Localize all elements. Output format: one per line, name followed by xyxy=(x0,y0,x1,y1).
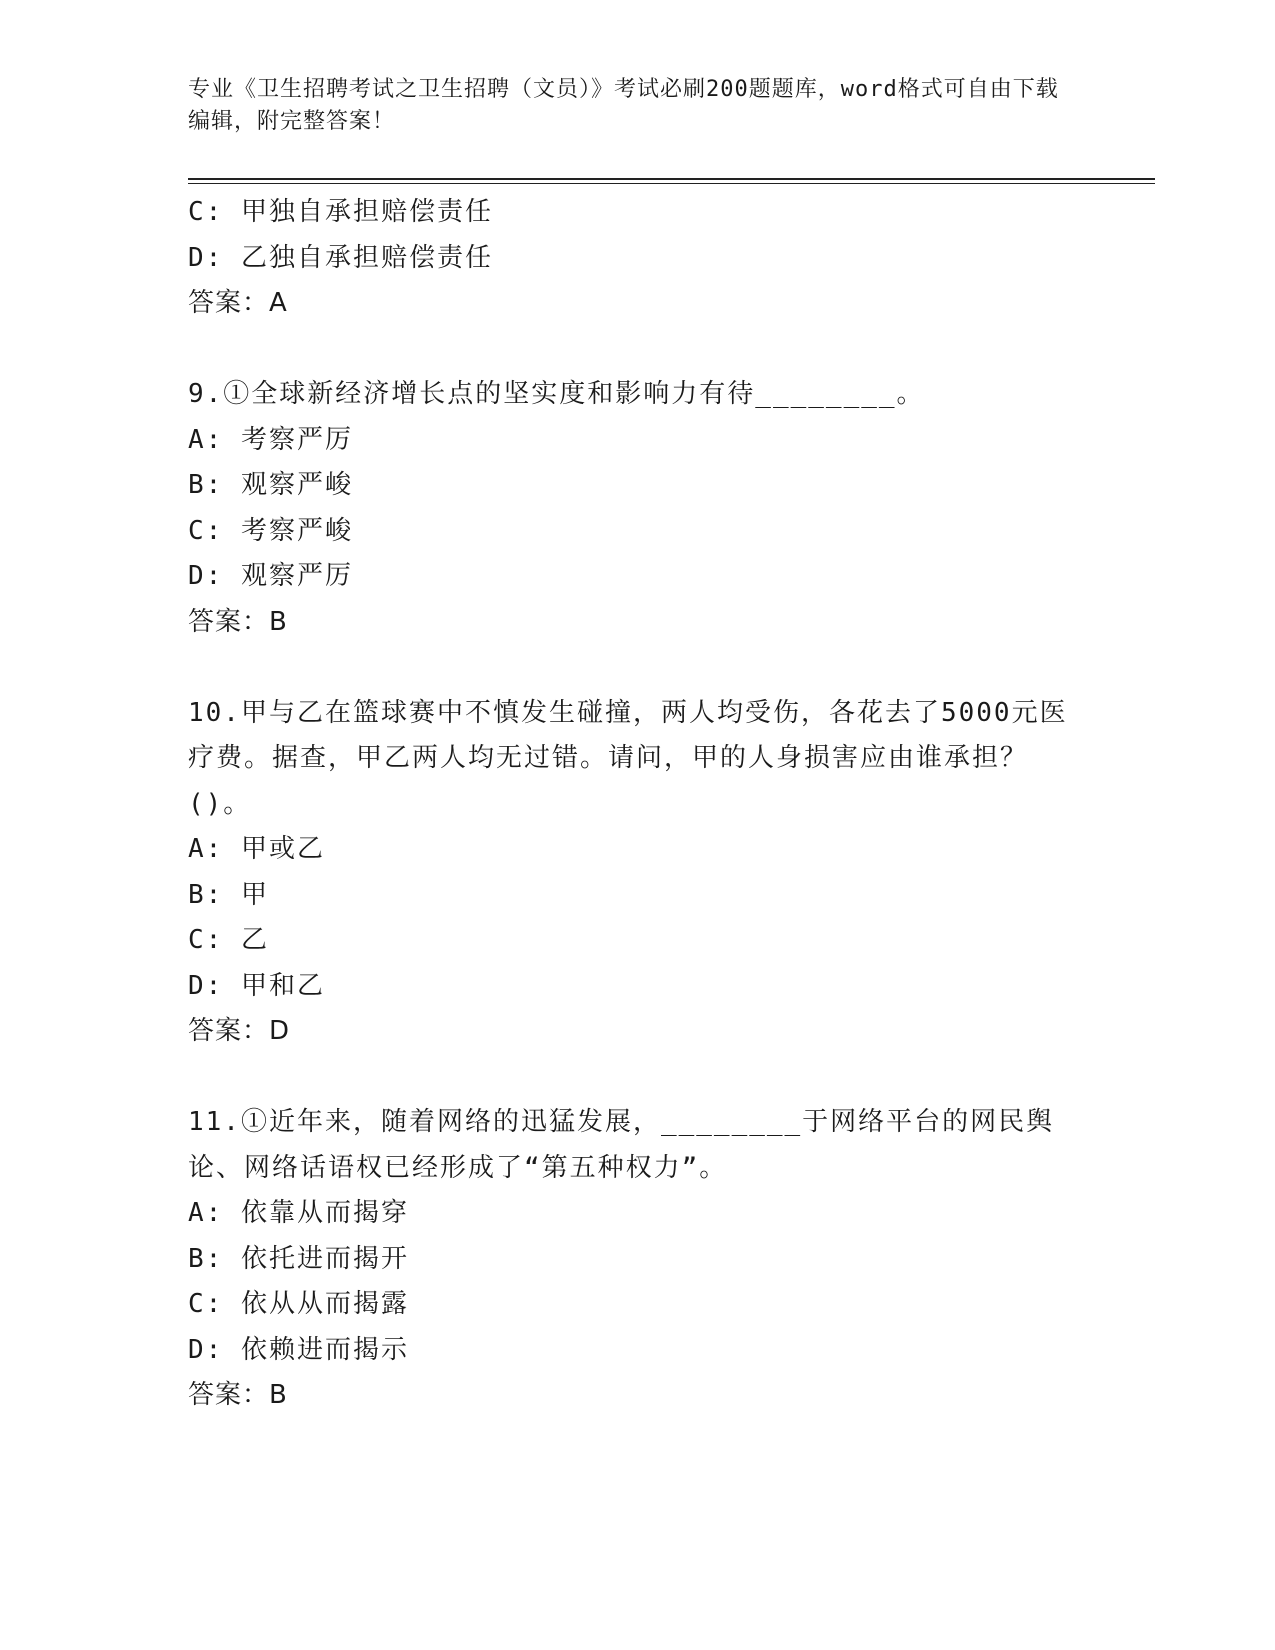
option-d: D: 乙独自承担赔偿责任 xyxy=(188,242,493,273)
answer-line: 答案：B xyxy=(188,606,288,637)
prev-question-tail xyxy=(188,190,1078,327)
question-stem: 10.甲与乙在篮球赛中不慎发生碰撞，两人均受伤，各花去了5000元医疗费。据查，甲乙两人均无过错。请问，甲的人身损害应由谁承担？()。 xyxy=(188,697,1068,819)
option-d: D: 依赖进而揭示 xyxy=(188,1334,409,1365)
question-stem: 11.①近年来，随着网络的迅猛发展，________于网络平台的网民舆论、网络话语权已经形成了“第五种权力”。 xyxy=(188,1107,1055,1183)
option-a: A: 考察严厉 xyxy=(188,424,353,455)
option-c: C: 甲独自承担赔偿责任 xyxy=(188,197,493,227)
option-a: A: 依靠从而揭穿 xyxy=(188,1198,409,1228)
question-10 xyxy=(188,691,1078,1055)
answer-line: 答案：A xyxy=(188,288,288,318)
option-b: B: 甲 xyxy=(188,879,269,910)
option-b: B: 观察严峻 xyxy=(188,470,353,500)
header-divider-thick xyxy=(188,178,1155,180)
option-b: B: 依托进而揭开 xyxy=(188,1243,409,1274)
question-11 xyxy=(188,1100,1078,1419)
answer-line: 答案：D xyxy=(188,1016,291,1046)
header-divider-thin xyxy=(188,183,1155,184)
option-a: A: 甲或乙 xyxy=(188,834,325,864)
option-d: D: 甲和乙 xyxy=(188,970,325,1001)
option-c: C: 依从从而揭露 xyxy=(188,1289,409,1319)
question-list xyxy=(188,190,1078,1419)
option-c: C: 考察严峻 xyxy=(188,515,353,546)
answer-line: 答案：B xyxy=(188,1380,288,1410)
question-9 xyxy=(188,372,1078,645)
question-stem: 9.①全球新经济增长点的坚实度和影响力有待________。 xyxy=(188,379,925,409)
option-c: C: 乙 xyxy=(188,925,269,955)
option-d: D: 观察严厉 xyxy=(188,561,353,591)
document-header: 专业《卫生招聘考试之卫生招聘（文员）》考试必刷200题题库，word格式可自由下载编辑，附完整答案！ xyxy=(188,77,1059,134)
